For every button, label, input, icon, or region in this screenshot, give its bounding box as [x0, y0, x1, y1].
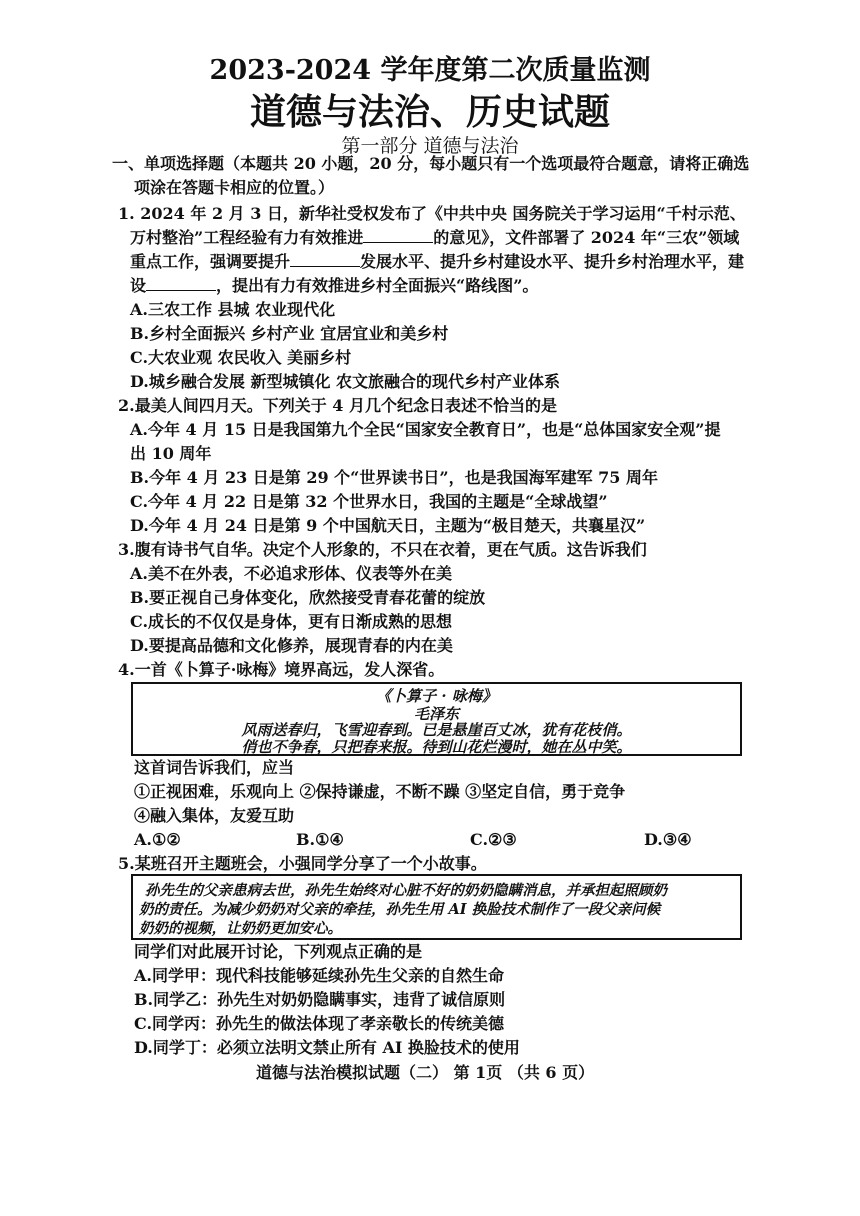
q5-option-c: C.同学丙：孙先生的做法体现了孝亲敬长的传统美德	[134, 1014, 505, 1033]
exam-title-year: 2023-2024 学年度第二次质量监测	[209, 55, 651, 86]
story-box	[131, 874, 742, 940]
q3-option-b: B.要正视自己身体变化，欣然接受青春花蕾的绽放	[130, 588, 486, 607]
q4-option-b: B.①④	[296, 830, 344, 849]
q4-statements-2: ④融入集体，友爱互助	[134, 806, 295, 825]
q4-option-d: D.③④	[644, 830, 692, 849]
poem-title: 《卜算子 · 咏梅》	[376, 687, 497, 705]
q2-stem: 2.最美人间四月天。下列关于 4 月几个纪念日表述不恰当的是	[118, 396, 557, 415]
q3-option-a: A.美不在外表，不必追求形体、仪表等外在美	[130, 564, 452, 583]
q2-option-d: D.今年 4 月 24 日是第 9 个中国航天日，主题为“极目楚天，共襄星汉”	[130, 516, 646, 535]
q4-statements-1: ①正视困难，乐观向上 ②保持谦虚，不断不躁 ③坚定自信，勇于竞争	[134, 782, 626, 801]
page-footer: 道德与法治模拟试题（二） 第 1页 （共 6 页）	[256, 1063, 595, 1082]
q5-stem: 5.某班召开主题班会，小强同学分享了一个小故事。	[118, 854, 487, 873]
section-heading-cont: 项涂在答题卡相应的位置。）	[134, 178, 335, 197]
q1-stem-3: 重点工作，强调要提升 发展水平、提升乡村建设水平、提升乡村治理水平，建	[130, 252, 745, 271]
q2-option-a: A.今年 4 月 15 日是我国第九个全民“国家安全教育日”，也是“总体国家安全观”提	[130, 420, 721, 439]
q1-stem-4: 设 ，提出有力有效推进乡村全面振兴“路线图”。	[130, 276, 539, 295]
q1-option-b: B.乡村全面振兴 乡村产业 宜居宜业和美乡村	[130, 324, 449, 343]
q1-stem-2: 万村整治”工程经验有力有效推进 的意见》，文件部署了 2024 年“三农”领域	[130, 228, 740, 247]
q4-stem: 4.一首《卜算子·咏梅》境界高远，发人深省。	[118, 660, 445, 679]
q1-option-d: D.城乡融合发展 新型城镇化 农文旅融合的现代乡村产业体系	[130, 372, 561, 391]
answer-blank	[363, 228, 433, 243]
q4-option-c: C.②③	[470, 830, 517, 849]
q2-option-b: B.今年 4 月 23 日是第 29 个“世界读书日”，也是我国海军建军 75 周年	[130, 468, 658, 487]
q4-option-a: A.①②	[134, 830, 181, 849]
story-line-1: 孙先生的父亲患病去世，孙先生始终对心脏不好的奶奶隐瞒消息，并承担起照顾奶	[145, 882, 667, 899]
q3-option-c: C.成长的不仅仅是身体，更有日渐成熟的思想	[130, 612, 453, 631]
exam-title-subject: 道德与法治、历史试题	[249, 91, 610, 133]
poem-line-2: 俏也不争春，只把春来报。待到山花烂漫时，她在丛中笑。	[241, 738, 632, 756]
story-line-3: 奶奶的视频，让奶奶更加安心。	[139, 920, 342, 937]
q4-ask: 这首词告诉我们，应当	[134, 758, 295, 777]
q5-ask: 同学们对此展开讨论，下列观点正确的是	[134, 942, 423, 961]
q1-option-c: C.大农业观 农民收入 美丽乡村	[130, 348, 352, 367]
answer-blank	[146, 276, 216, 291]
poem-author: 毛泽东	[413, 705, 459, 723]
q3-option-d: D.要提高品德和文化修养，展现青春的内在美	[130, 636, 453, 655]
q2-option-a-cont: 出 10 周年	[130, 444, 212, 463]
story-line-2: 奶的责任。为减少奶奶对父亲的牵挂，孙先生用 AI 换脸技术制作了一段父亲问候	[139, 901, 661, 918]
q5-option-d: D.同学丁：必须立法明文禁止所有 AI 换脸技术的使用	[134, 1038, 520, 1057]
q1-stem: 1. 2024 年 2 月 3 日，新华社受权发布了《中共中央 国务院关于学习运用“千村示范、	[118, 204, 746, 223]
section-heading: 一、单项选择题（本题共 20 小题，20 分，每小题只有一个选项最符合题意，请将正确选	[112, 154, 750, 173]
poem-line-1: 风雨送春归，飞雪迎春到。已是悬崖百丈冰，犹有花枝俏。	[241, 721, 632, 739]
poem-box	[131, 682, 742, 756]
q2-option-c: C.今年 4 月 22 日是第 32 个世界水日，我国的主题是“全球战望”	[130, 492, 608, 511]
q5-option-b: B.同学乙：孙先生对奶奶隐瞒事实，违背了诚信原则	[134, 990, 506, 1009]
q3-stem: 3.腹有诗书气自华。决定个人形象的，不只在衣着，更在气质。这告诉我们	[118, 540, 647, 559]
part-heading: 第一部分 道德与法治	[341, 135, 519, 157]
q5-option-a: A.同学甲：现代科技能够延续孙先生父亲的自然生命	[134, 966, 504, 985]
answer-blank	[290, 252, 360, 267]
q1-option-a: A.三农工作 县城 农业现代化	[130, 300, 336, 319]
